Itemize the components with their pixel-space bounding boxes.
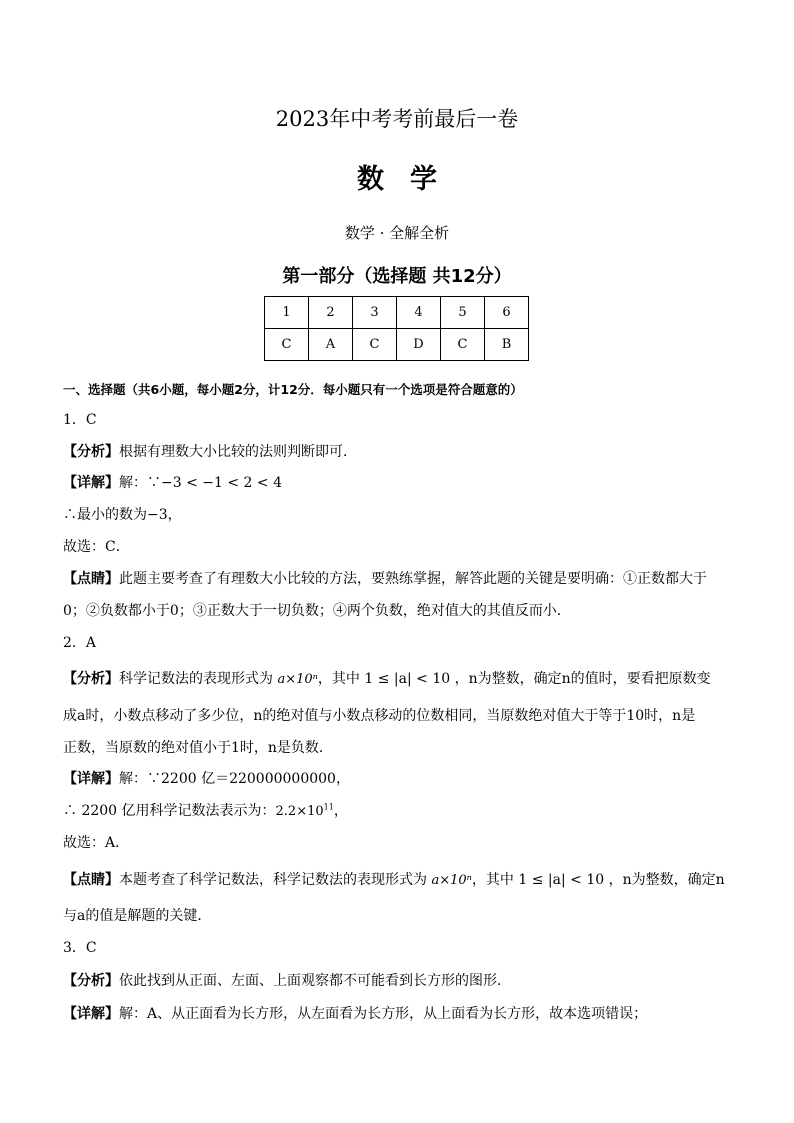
q2-comment bbox=[63, 869, 725, 889]
question-number-cell: 3 bbox=[353, 297, 397, 329]
comment-text: ，其中 1 ≤ |a| < 10 ，n为整数，确定n bbox=[471, 872, 725, 888]
answer-cell: D bbox=[397, 329, 441, 361]
therefore-text: ∴ 2200 亿用科学记数法表示为： bbox=[63, 803, 276, 819]
q2-comment-cont: 与a的值是解题的关键． bbox=[63, 908, 212, 924]
q1-analysis bbox=[63, 441, 357, 461]
q1-choice: 故选：C． bbox=[63, 539, 130, 555]
comment-tag: 【点睛】 bbox=[63, 872, 119, 888]
analysis-tag: 【分析】 bbox=[63, 671, 119, 687]
question-number-cell: 2 bbox=[309, 297, 353, 329]
q3-detail bbox=[63, 1003, 647, 1023]
subject-heading: 数学 bbox=[357, 164, 463, 195]
q2-analysis-cont2: 正数，当原数的绝对值小于1时，n是负数． bbox=[63, 740, 333, 756]
answer-cell: C bbox=[353, 329, 397, 361]
part-heading: 第一部分（选择题 共12分） bbox=[282, 266, 512, 287]
q3-analysis bbox=[63, 970, 511, 990]
analysis-text: 依此找到从正面、左面、上面观察都不可能看到长方形的图形． bbox=[119, 973, 511, 989]
document-title: 2023年中考考前最后一卷 bbox=[275, 107, 519, 131]
detail-text: 解：A、从正面看为长方形，从左面看为长方形，从上面看为长方形，故本选项错误； bbox=[119, 1006, 648, 1022]
detail-text: 解：∵−3 < −1 < 2 < 4 bbox=[119, 475, 282, 491]
formula: a×10ⁿ bbox=[431, 873, 472, 888]
analysis-text: ，其中 1 ≤ |a| < 10 ， bbox=[317, 671, 469, 687]
therefore-text: ， bbox=[333, 803, 348, 819]
comment-text: 本题考查了科学记数法，科学记数法的表现形式为 bbox=[119, 872, 427, 888]
formula: 2.2×10 bbox=[275, 804, 324, 819]
question-number-cell: 5 bbox=[441, 297, 485, 329]
document-subtitle: 数学 · 全解全析 bbox=[344, 224, 450, 242]
q2-therefore bbox=[63, 800, 348, 820]
analysis-tag: 【分析】 bbox=[63, 444, 119, 460]
question-number-cell: 4 bbox=[397, 297, 441, 329]
analysis-text: n为整数，确定n的值时，要看把原数变 bbox=[468, 671, 711, 687]
q1-number: 1．C bbox=[63, 412, 97, 428]
answer-cell: A bbox=[309, 329, 353, 361]
q1-comment-cont: 0；②负数都小于0；③正数大于一切负数；④两个负数，绝对值大的其值反而小． bbox=[63, 603, 571, 619]
analysis-text: 科学记数法的表现形式为 bbox=[119, 671, 273, 687]
analysis-tag: 【分析】 bbox=[63, 973, 119, 989]
exponent: 11 bbox=[323, 802, 334, 812]
formula: a×10ⁿ bbox=[277, 672, 318, 687]
answer-table-answer-row bbox=[265, 329, 529, 361]
comment-tag: 【点睛】 bbox=[63, 571, 119, 587]
q1-therefore: ∴最小的数为−3， bbox=[63, 507, 182, 523]
q2-analysis-cont: 成a时，小数点移动了多少位，n的绝对值与小数点移动的位数相同，当原数绝对值大于等于10时，n是 bbox=[63, 708, 696, 724]
answer-cell: C bbox=[441, 329, 485, 361]
comment-text: 此题主要考查了有理数大小比较的方法，要熟练掌握，解答此题的关键是要明确：①正数都大于 bbox=[119, 571, 707, 587]
question-number-cell: 1 bbox=[265, 297, 309, 329]
detail-text: 解：∵2200 亿＝220000000000， bbox=[119, 771, 350, 787]
detail-tag: 【详解】 bbox=[63, 1006, 119, 1022]
analysis-text: 根据有理数大小比较的法则判断即可． bbox=[119, 444, 357, 460]
q1-comment bbox=[63, 568, 707, 588]
answer-cell: C bbox=[265, 329, 309, 361]
q1-detail bbox=[63, 472, 282, 492]
detail-tag: 【详解】 bbox=[63, 771, 119, 787]
answer-cell: B bbox=[485, 329, 529, 361]
answer-table bbox=[264, 296, 529, 361]
q2-analysis bbox=[63, 668, 711, 688]
detail-tag: 【详解】 bbox=[63, 475, 119, 491]
section-heading: 一、选择题（共6小题，每小题2分，计12分．每小题只有一个选项是符合题意的） bbox=[63, 382, 523, 397]
q3-number: 3．C bbox=[63, 940, 97, 956]
q2-number: 2．A bbox=[63, 635, 97, 651]
q2-detail bbox=[63, 768, 350, 788]
q2-choice: 故选：A． bbox=[63, 835, 130, 851]
question-number-cell: 6 bbox=[485, 297, 529, 329]
answer-table-number-row bbox=[265, 297, 529, 329]
